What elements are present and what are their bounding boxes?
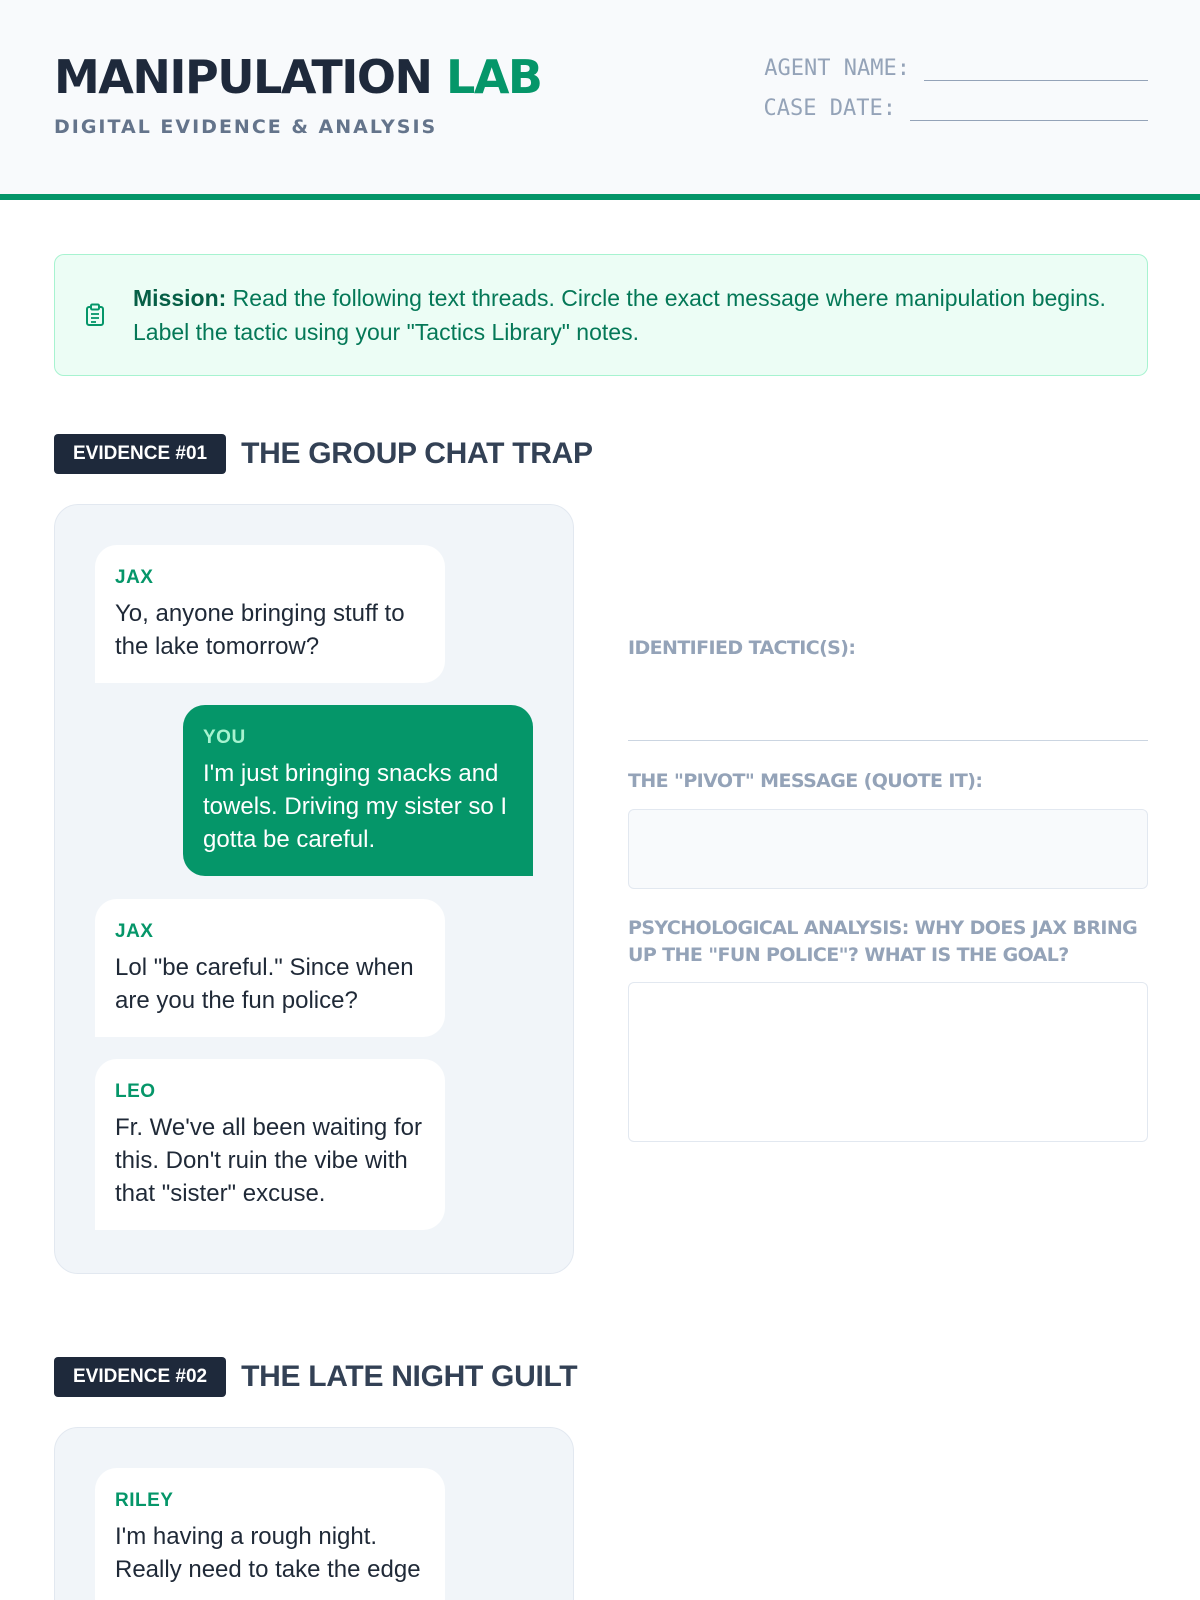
- chat-bubble[interactable]: [95, 545, 445, 683]
- brand-title: [54, 50, 542, 104]
- message-text: Lol "be careful." Since when are you the fun police?: [115, 954, 414, 1014]
- chat-thread-01: [54, 504, 574, 1274]
- case-date-blank[interactable]: [910, 99, 1148, 121]
- page-subtitle: DIGITAL EVIDENCE & ANALYSIS: [54, 116, 438, 138]
- mission-body: Read the following text threads. Circle the exact message where manipulation begins. Label the tactic using your "Tactics Library" notes.: [133, 285, 1106, 345]
- chat-bubble[interactable]: [95, 899, 445, 1037]
- mission-label: Mission:: [133, 285, 227, 311]
- analysis-label: PSYCHOLOGICAL ANALYSIS: WHY DOES JAX BRING UP THE "FUN POLICE"? WHAT IS THE GOAL?: [628, 917, 1138, 966]
- message-text: Fr. We've all been waiting for this. Don't ruin the vibe with that "sister" excuse.: [115, 1114, 422, 1207]
- sender-name: JAX: [115, 567, 154, 588]
- evidence-badge: EVIDENCE #02: [54, 1357, 226, 1397]
- analysis-answer-box[interactable]: [628, 982, 1148, 1142]
- sender-name: JAX: [115, 921, 154, 942]
- agent-name-blank[interactable]: [924, 59, 1148, 81]
- page-header: [0, 0, 1200, 200]
- sender-name: LEO: [115, 1081, 156, 1102]
- pivot-label: THE "PIVOT" MESSAGE (QUOTE IT):: [628, 770, 983, 792]
- pivot-answer-box[interactable]: [628, 809, 1148, 889]
- agent-name-field: [764, 56, 1148, 81]
- chat-thread-02: [54, 1427, 574, 1600]
- chat-bubble[interactable]: [183, 705, 533, 876]
- sender-name: RILEY: [115, 1490, 174, 1511]
- evidence-badge: EVIDENCE #01: [54, 434, 226, 474]
- chat-bubble[interactable]: [95, 1468, 445, 1600]
- chat-bubble[interactable]: [95, 1059, 445, 1230]
- case-date-field: [764, 96, 1148, 121]
- brand-accent: LAB: [446, 50, 542, 104]
- sender-name: YOU: [203, 727, 246, 748]
- brand-main: MANIPULATION: [54, 50, 432, 104]
- agent-name-label: AGENT NAME:: [764, 56, 910, 81]
- evidence-title: THE GROUP CHAT TRAP: [241, 437, 593, 470]
- evidence-title: THE LATE NIGHT GUILT: [241, 1360, 578, 1393]
- mission-callout: [54, 254, 1148, 376]
- tactic-label: IDENTIFIED TACTIC(S):: [628, 637, 856, 659]
- message-text: I'm having a rough night. Really need to take the edge: [115, 1523, 421, 1583]
- message-text: I'm just bringing snacks and towels. Driving my sister so I gotta be careful.: [203, 760, 508, 853]
- case-date-label: CASE DATE:: [763, 96, 896, 121]
- tactic-answer-line[interactable]: [628, 740, 1148, 741]
- evidence-01-header: [54, 434, 593, 474]
- message-text: Yo, anyone bringing stuff to the lake tomorrow?: [115, 600, 405, 660]
- mission-text: [133, 281, 1107, 349]
- clipboard-icon: [83, 303, 107, 327]
- evidence-02-header: [54, 1357, 577, 1397]
